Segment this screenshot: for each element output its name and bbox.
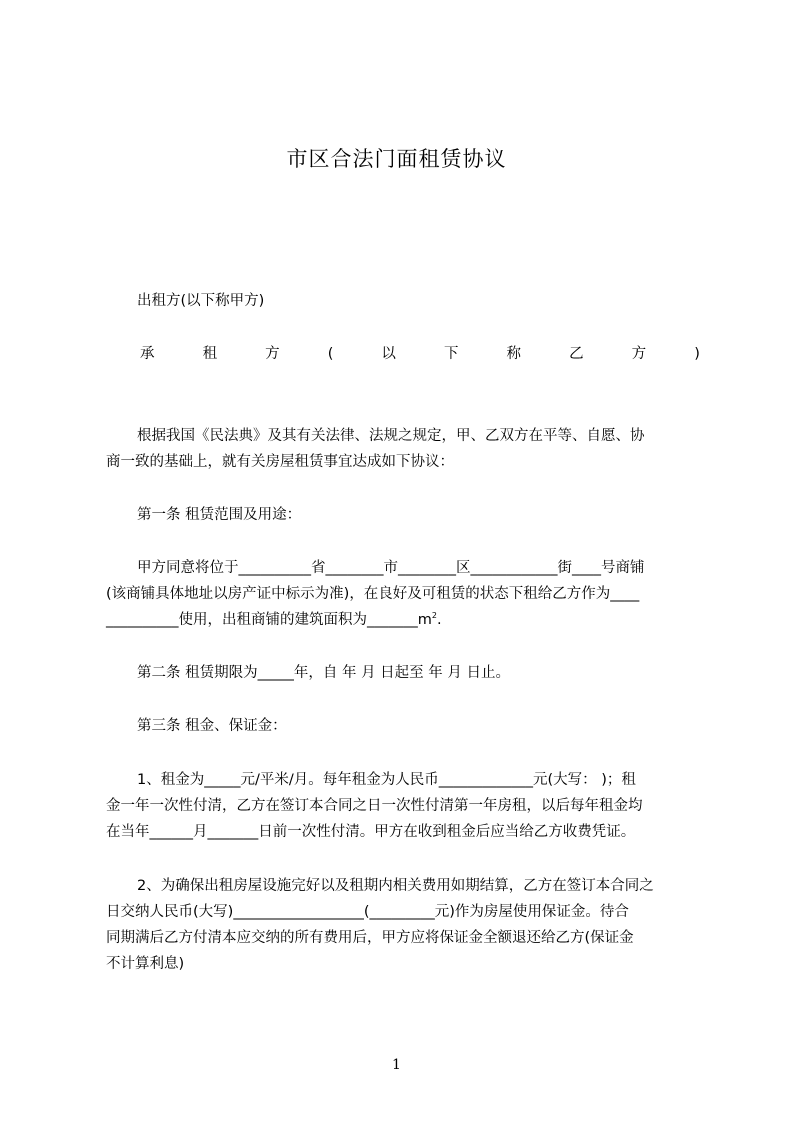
lessee-char: 以 [381, 346, 396, 362]
article1-line-3-text: __________使用，出租商铺的建筑面积为_______m [106, 612, 432, 628]
document-title: 市区合法门面租赁协议 [286, 147, 507, 171]
clause2-line-3: 同期满后乙方付清本应交纳的所有费用后，甲方应将保证金全额退还给乙方(保证金 [106, 930, 634, 946]
article2-line: 第二条 租赁期限为_____年，自 年 月 日起至 年 月 日止。 [137, 665, 511, 681]
lessee-line [140, 345, 700, 363]
lessee-char: 下 [443, 346, 459, 362]
lessee-char: ) [694, 346, 700, 362]
article1-line-3 [106, 611, 442, 629]
lessee-char: 承 [140, 346, 155, 362]
lessee-char: 方 [631, 346, 647, 362]
preamble-line-2: 商一致的基础上，就有关房屋租赁事宜达成如下协议： [106, 454, 454, 470]
lessee-char: 租 [202, 346, 218, 362]
article1-heading: 第一条 租赁范围及用途： [137, 507, 302, 523]
lessee-char: 乙 [569, 346, 584, 362]
clause2-line-4: 不计算利息) [106, 956, 185, 972]
page-number: 1 [392, 1057, 401, 1073]
lessee-char: ( [327, 346, 334, 362]
preamble-line-1: 根据我国《民法典》及其有关法律、法规之规定，甲、乙双方在平等、自愿、协 [137, 428, 645, 444]
clause1-line-1: 1、租金为_____元/平米/月。每年租金为人民币_____________元(大写： )；租 [137, 772, 636, 788]
article1-line-2: (该商铺具体地址以房产证中标示为准)，在良好及可租赁的状态下租给乙方作为____ [106, 586, 640, 602]
area-unit-superscript: 2 [431, 611, 437, 620]
lessee-char: 方 [265, 346, 280, 362]
clause2-line-2: 日交纳人民币(大写)__________________(_________元)作为房屋使用保证金。待合 [106, 904, 629, 920]
lessee-char: 称 [506, 346, 522, 362]
clause1-line-2: 金一年一次性付清，乙方在签订本合同之日一次性付清第一年房租，以后每年租金均 [106, 798, 643, 814]
article1-line-3-end: . [436, 612, 442, 628]
lessor-line: 出租方(以下称甲方) [137, 293, 265, 309]
clause1-line-3: 在当年______月_______日前一次性付清。甲方在收到租金后应当给乙方收费凭证。 [106, 824, 636, 840]
article3-heading: 第三条 租金、保证金： [137, 718, 287, 734]
clause2-line-1: 2、为确保出租房屋设施完好以及租期内相关费用如期结算，乙方在签订本合同之 [137, 878, 654, 894]
article1-line-1: 甲方同意将位于__________省________市________区____________街____号商铺 [137, 560, 645, 576]
